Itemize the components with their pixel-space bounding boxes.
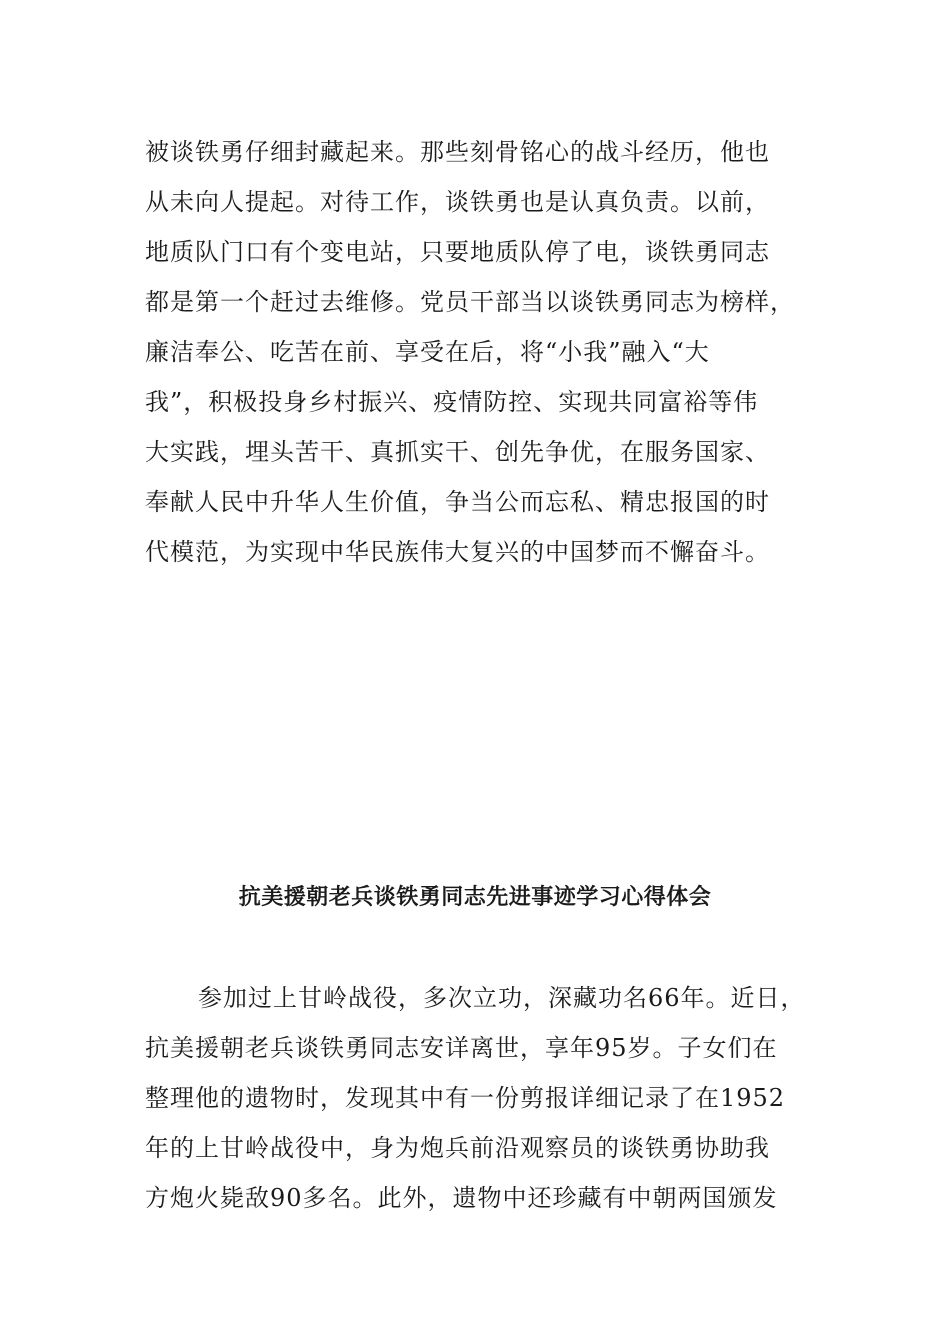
- article-line: 整理他的遗物时，发现其中有一份剪报详细记录了在1952: [145, 1084, 786, 1112]
- article-line: 方炮火毙敌90多名。此外，遗物中还珍藏有中朝两国颁发: [145, 1184, 778, 1212]
- paragraph-line: 奉献人民中升华人生价值，争当公而忘私、精忠报国的时: [145, 488, 770, 516]
- paragraph-line: 代模范，为实现中华民族伟大复兴的中国梦而不懈奋斗。: [145, 538, 770, 566]
- paragraph-line: 廉洁奉公、吃苦在前、享受在后，将“小我”融入“大: [145, 338, 710, 366]
- paragraph-line: 地质队门口有个变电站，只要地质队停了电，谈铁勇同志: [145, 238, 770, 266]
- article-line: 年的上甘岭战役中，身为炮兵前沿观察员的谈铁勇协助我: [145, 1134, 770, 1162]
- paragraph-line: 我”，积极投身乡村振兴、疫情防控、实现共同富裕等伟: [145, 388, 759, 416]
- article-line: 参加过上甘岭战役，多次立功，深藏功名66年。近日，: [198, 984, 806, 1012]
- article-line: 抗美援朝老兵谈铁勇同志安详离世，享年95岁。子女们在: [145, 1034, 778, 1062]
- paragraph-line: 被谈铁勇仔细封藏起来。那些刻骨铭心的战斗经历，他也: [145, 138, 770, 166]
- paragraph-line: 从未向人提起。对待工作，谈铁勇也是认真负责。以前，: [145, 188, 770, 216]
- paragraph-line: 都是第一个赶过去维修。党员干部当以谈铁勇同志为榜样，: [145, 288, 795, 316]
- article-title: 抗美援朝老兵谈铁勇同志先进事迹学习心得体会: [238, 885, 712, 910]
- paragraph-line: 大实践，埋头苦干、真抓实干、创先争优，在服务国家、: [145, 438, 770, 466]
